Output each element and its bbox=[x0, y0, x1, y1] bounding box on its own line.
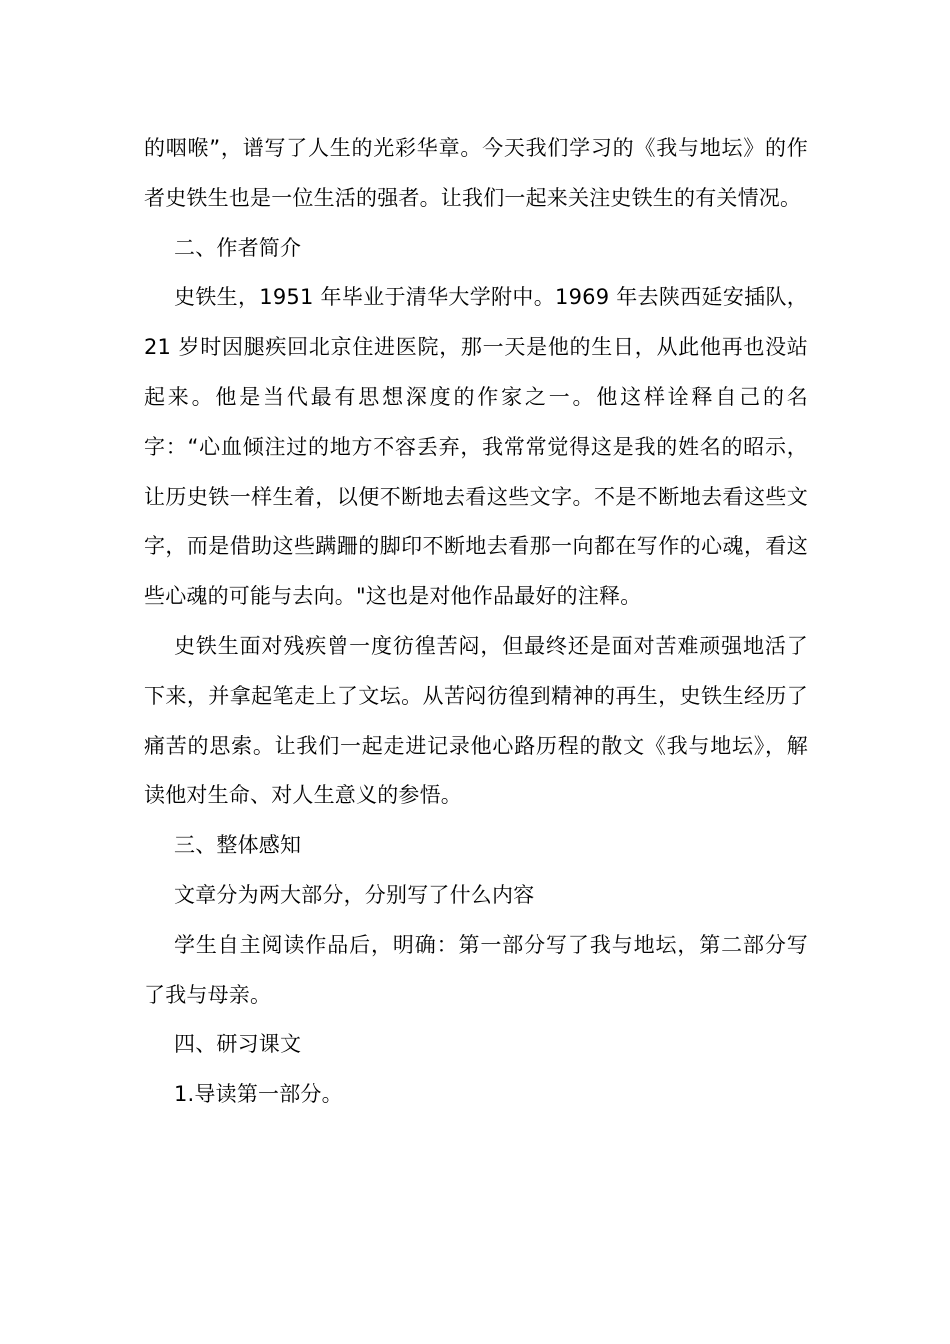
section-heading-overall-perception: 三、整体感知 bbox=[174, 833, 302, 858]
section-heading-author-intro: 二、作者简介 bbox=[174, 235, 302, 260]
section-heading-study-text: 四、研习课文 bbox=[174, 1032, 302, 1057]
paragraph-intro-continuation: 的咽喉”，谱写了人生的光彩华章。今天我们学习的《我与地坛》的作者史铁生也是一位生活的强者。让我们一起来关注史铁生的有关情况。 bbox=[144, 136, 808, 210]
paragraph-answer: 学生自主阅读作品后，明确：第一部分写了我与地坛，第二部分写了我与母亲。 bbox=[144, 932, 808, 1007]
paragraph-author-struggle: 史铁生面对残疾曾一度彷徨苦闷，但最终还是面对苦难顽强地活了下来，并拿起笔走上了文坛。从苦闷彷徨到精神的再生，史铁生经历了痛苦的思索。让我们一起走进记录他心路历程的散文《我与地坛》，解读他对生命、对人生意义的参悟。 bbox=[144, 633, 808, 808]
paragraph-question: 文章分为两大部分，分别写了什么内容 bbox=[174, 882, 535, 907]
document-page bbox=[144, 124, 808, 1120]
subsection-heading-part-one: 1.导读第一部分。 bbox=[174, 1082, 343, 1107]
paragraph-author-bio: 史铁生，1951 年毕业于清华大学附中。1969 年去陕西延安插队，21 岁时因腿疾回北京住进医院，那一天是他的生日，从此他再也没站起来。他是当代最有思想深度的作家之一。他这样诠释自己的名字：“心血倾注过的地方不容丢弃，我常常觉得这是我的姓名的昭示，让历史铁一样生着，以便不断地去看这些文字。不是不断地去看这些文字，而是借助这些蹒跚的脚印不断地去看那一向都在写作的心魂，看这些心魂的可能与去向。"这也是对他作品最好的注释。 bbox=[144, 285, 808, 609]
